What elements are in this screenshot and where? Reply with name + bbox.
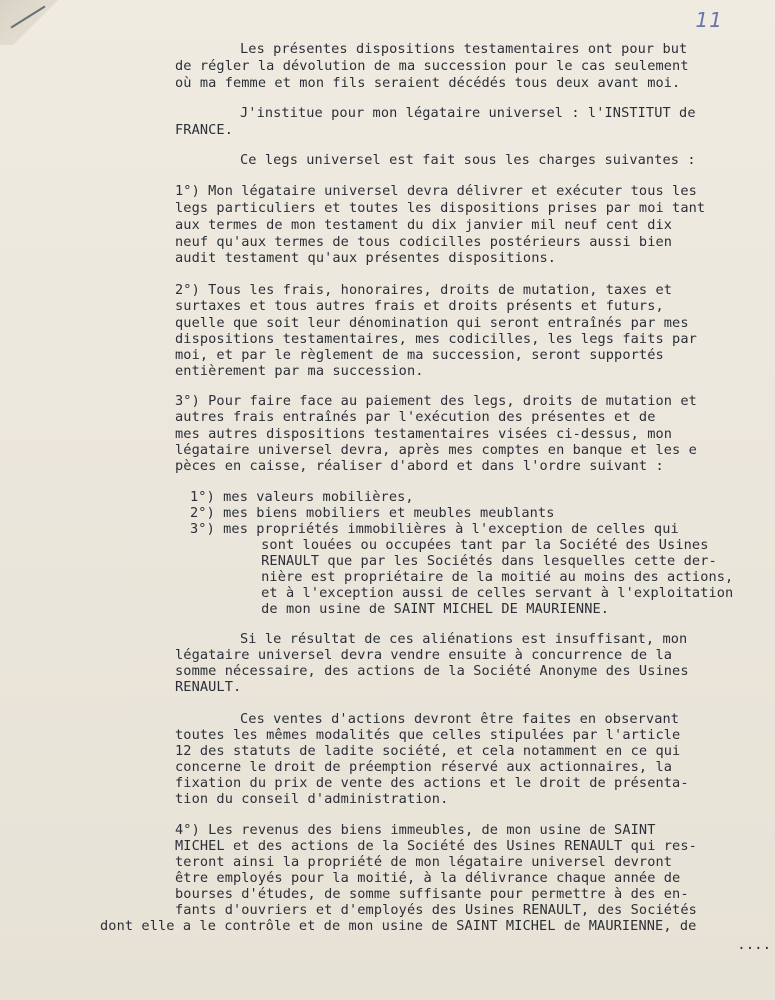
- text-line: 12 des statuts de ladite société, et cela notamment en ce qui: [175, 743, 681, 759]
- text-line: où ma femme et mon fils seraient décédés tous deux avant moi.: [175, 75, 681, 91]
- text-line: tion du conseil d'administration.: [175, 791, 449, 807]
- text-line: 1°) Mon légataire universel devra délivrer et exécuter tous les: [175, 183, 697, 199]
- text-line: mes autres dispositions testamentaires visées ci-dessus, mon: [175, 426, 673, 442]
- folded-corner: [0, 0, 60, 45]
- text-line: nière est propriétaire de la moitié au moins des actions,: [228, 569, 734, 585]
- text-line: Si le résultat de ces aliénations est insuffisant, mon: [240, 631, 688, 647]
- text-line: et à l'exception aussi de celles servant à l'exploitation: [228, 585, 734, 601]
- text-line: legs particuliers et toutes les dispositions prises par moi tant: [175, 200, 706, 216]
- text-line: 3°) Pour faire face au paiement des legs, droits de mutation et: [175, 393, 697, 409]
- text-line: toutes les mêmes modalités que celles stipulées par l'article: [175, 727, 681, 743]
- text-line: somme nécessaire, des actions de la Société Anonyme des Usines: [175, 663, 689, 679]
- text-line: FRANCE.: [175, 122, 233, 138]
- text-line: Les présentes dispositions testamentaires ont pour but: [240, 41, 688, 57]
- text-line: fants d'ouvriers et d'employés des Usines RENAULT, des Sociétés: [175, 902, 697, 918]
- text-line: dispositions testamentaires, mes codicilles, les legs faits par: [175, 331, 697, 347]
- text-line: 3°) mes propriétés immobilières à l'exception de celles qui: [190, 521, 679, 537]
- text-line: J'institue pour mon légataire universel : l'INSTITUT de: [240, 105, 696, 121]
- text-line: de régler la dévolution de ma succession pour le cas seulement: [175, 58, 689, 74]
- text-line: 2°) mes biens mobiliers et meubles meublants: [190, 505, 555, 521]
- text-line: concerne le droit de préemption réservé aux actionnaires, la: [175, 759, 673, 775]
- text-line: sont louées ou occupées tant par la Société des Usines: [228, 537, 709, 553]
- text-line: 4°) Les revenus des biens immeubles, de mon usine de SAINT: [175, 822, 656, 838]
- text-line: RENAULT que par les Sociétés dans lesquelles cette der-: [228, 553, 717, 569]
- text-line: RENAULT.: [175, 679, 242, 695]
- text-line: autres frais entraînés par l'exécution des présentes et de: [175, 409, 656, 425]
- text-line: dont elle a le contrôle et de mon usine de SAINT MICHEL de MAURIENNE, de: [100, 918, 697, 934]
- continuation-dots: ....: [737, 937, 771, 953]
- text-line: moi, et par le règlement de ma succession, seront supportés: [175, 347, 664, 363]
- text-line: légataire universel devra, après mes comptes en banque et les e: [175, 442, 697, 458]
- text-line: pèces en caisse, réaliser d'abord et dans l'ordre suivant :: [175, 458, 664, 474]
- text-line: MICHEL et des actions de la Société des Usines RENAULT qui res-: [175, 838, 697, 854]
- text-line: aux termes de mon testament du dix janvier mil neuf cent dix: [175, 217, 673, 233]
- text-line: 2°) Tous les frais, honoraires, droits de mutation, taxes et: [175, 282, 673, 298]
- text-line: de mon usine de SAINT MICHEL DE MAURIENNE.: [228, 601, 610, 617]
- text-line: surtaxes et tous autres frais et droits présents et futurs,: [175, 298, 664, 314]
- text-line: 1°) mes valeurs mobilières,: [190, 489, 414, 505]
- text-line: Ces ventes d'actions devront être faites en observant: [240, 711, 680, 727]
- text-line: neuf qu'aux termes de tous codicilles postérieurs aussi bien: [175, 234, 673, 250]
- text-line: entièrement par ma succession.: [175, 363, 424, 379]
- text-line: fixation du prix de vente des actions et le droit de présenta-: [175, 775, 689, 791]
- text-line: Ce legs universel est fait sous les charges suivantes :: [240, 152, 696, 168]
- text-line: audit testament qu'aux présentes dispositions.: [175, 250, 557, 266]
- text-line: bourses d'études, de somme suffisante pour permettre à des en-: [175, 886, 689, 902]
- page-number: 11: [695, 8, 723, 32]
- text-line: légataire universel devra vendre ensuite à concurrence de la: [175, 647, 673, 663]
- text-line: quelle que soit leur dénomination qui seront entraînés par mes: [175, 315, 689, 331]
- text-line: être employés pour la moitié, à la délivrance chaque année de: [175, 870, 681, 886]
- text-line: teront ainsi la propriété de mon légataire universel devront: [175, 854, 673, 870]
